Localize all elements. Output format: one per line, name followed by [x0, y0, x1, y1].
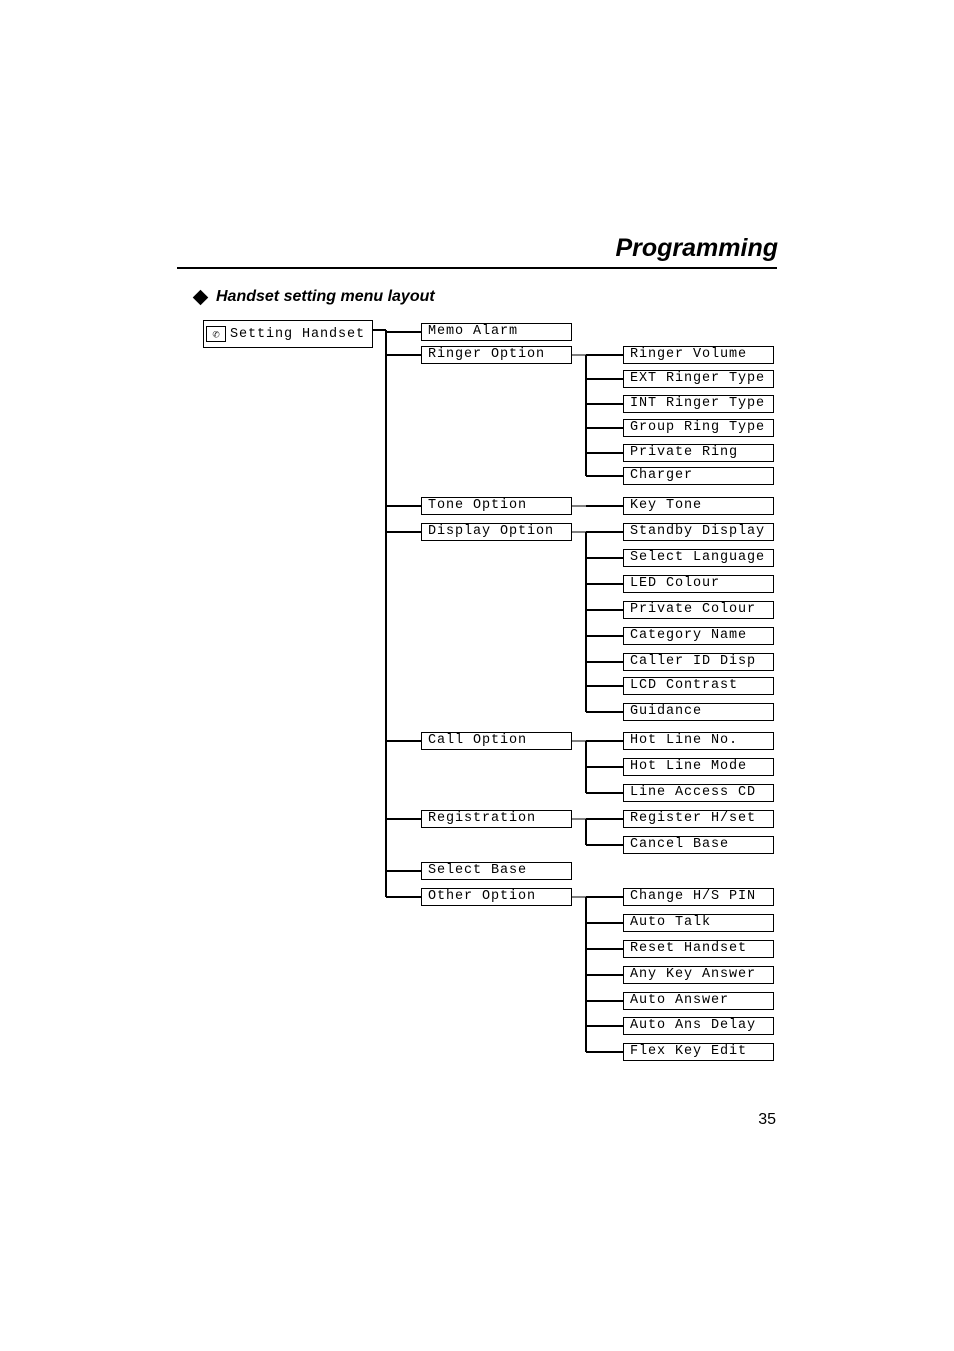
submenu-item-register-h-set: Register H/set	[623, 810, 774, 828]
submenu-item-auto-ans-delay: Auto Ans Delay	[623, 1017, 774, 1035]
phone-handset-icon: ✆	[206, 326, 226, 342]
menu-item-memo-alarm: Memo Alarm	[421, 323, 572, 341]
submenu-item-charger: Charger	[623, 467, 774, 485]
submenu-item-guidance: Guidance	[623, 703, 774, 721]
submenu-item-ringer-volume: Ringer Volume	[623, 346, 774, 364]
submenu-item-group-ring-type: Group Ring Type	[623, 419, 774, 437]
submenu-item-private-ring: Private Ring	[623, 444, 774, 462]
submenu-item-led-colour: LED Colour	[623, 575, 774, 593]
submenu-item-private-colour: Private Colour	[623, 601, 774, 619]
menu-item-other-option: Other Option	[421, 888, 572, 906]
page-number: 35	[758, 1111, 776, 1128]
menu-item-ringer-option: Ringer Option	[421, 346, 572, 364]
submenu-item-category-name: Category Name	[623, 627, 774, 645]
menu-item-select-base: Select Base	[421, 862, 572, 880]
submenu-item-lcd-contrast: LCD Contrast	[623, 677, 774, 695]
submenu-item-select-language: Select Language	[623, 549, 774, 567]
submenu-item-caller-id-disp: Caller ID Disp	[623, 653, 774, 671]
submenu-item-key-tone: Key Tone	[623, 497, 774, 515]
section-title-text: Handset setting menu layout	[216, 288, 435, 305]
menu-item-display-option: Display Option	[421, 523, 572, 541]
page-header-title: Programming	[615, 234, 778, 262]
submenu-item-int-ringer-type: INT Ringer Type	[623, 395, 774, 413]
menu-root-setting-handset	[203, 320, 373, 348]
submenu-item-auto-answer: Auto Answer	[623, 992, 774, 1010]
submenu-item-auto-talk: Auto Talk	[623, 914, 774, 932]
menu-item-tone-option: Tone Option	[421, 497, 572, 515]
menu-item-registration: Registration	[421, 810, 572, 828]
menu-item-call-option: Call Option	[421, 732, 572, 750]
submenu-item-hot-line-mode: Hot Line Mode	[623, 758, 774, 776]
submenu-item-flex-key-edit: Flex Key Edit	[623, 1043, 774, 1061]
menu-root-label: Setting Handset	[230, 326, 366, 342]
submenu-item-hot-line-no-: Hot Line No.	[623, 732, 774, 750]
submenu-item-any-key-answer: Any Key Answer	[623, 966, 774, 984]
submenu-item-ext-ringer-type: EXT Ringer Type	[623, 370, 774, 388]
submenu-item-standby-display: Standby Display	[623, 523, 774, 541]
submenu-item-change-h-s-pin: Change H/S PIN	[623, 888, 774, 906]
submenu-item-reset-handset: Reset Handset	[623, 940, 774, 958]
submenu-item-line-access-cd: Line Access CD	[623, 784, 774, 802]
submenu-item-cancel-base: Cancel Base	[623, 836, 774, 854]
